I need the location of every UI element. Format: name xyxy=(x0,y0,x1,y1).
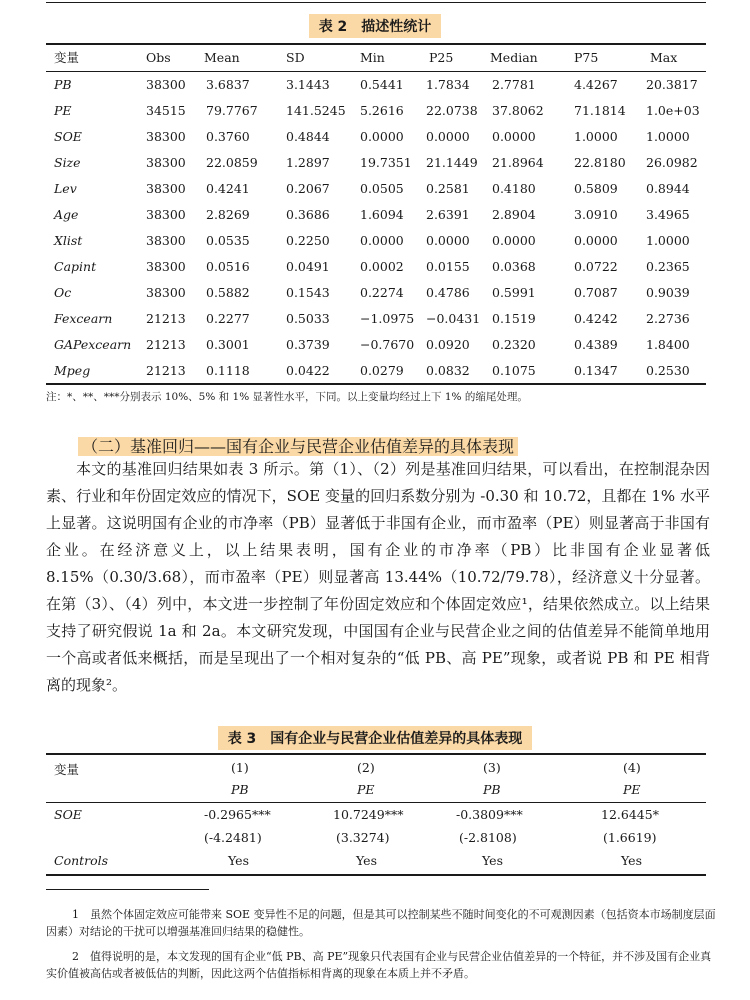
table-cell: 38300 xyxy=(146,233,186,248)
table-cell: 0.4844 xyxy=(286,129,330,144)
table-cell: 0.2277 xyxy=(206,311,250,326)
table-cell: 20.3817 xyxy=(646,77,698,92)
table-cell: 0.0002 xyxy=(360,259,404,274)
table-row xyxy=(46,98,706,124)
variable-name: GAPexcearn xyxy=(54,337,132,352)
table-cell: 0.2067 xyxy=(286,181,330,196)
table-cell: 38300 xyxy=(146,181,186,196)
table-cell: 5.2616 xyxy=(360,103,404,118)
table-cell: 0.2320 xyxy=(492,337,536,352)
table-cell: 37.8062 xyxy=(492,103,544,118)
table2-header-cell: Mean xyxy=(204,50,240,65)
table-row xyxy=(46,202,706,228)
table-row xyxy=(46,150,706,176)
table2-header-cell: P75 xyxy=(574,50,599,65)
table-cell: 0.5441 xyxy=(360,77,404,92)
variable-name: SOE xyxy=(54,129,82,144)
table2-header-row xyxy=(46,45,706,71)
table-cell: −0.0431 xyxy=(426,311,481,326)
table3-soe-label: SOE xyxy=(54,807,82,822)
table-cell: 2.6391 xyxy=(426,207,470,222)
variable-name: PE xyxy=(54,103,72,118)
table-cell: 0.0832 xyxy=(426,363,470,378)
table3-depvar: PE xyxy=(357,782,375,797)
table-cell: 38300 xyxy=(146,155,186,170)
table-cell: 0.0491 xyxy=(286,259,330,274)
table3-coef-row xyxy=(46,807,706,827)
table-cell: 38300 xyxy=(146,129,186,144)
table-cell: 0.1519 xyxy=(492,311,536,326)
table-row xyxy=(46,176,706,202)
table3-controls-row xyxy=(46,853,706,873)
table-cell: 0.7087 xyxy=(574,285,618,300)
table-row xyxy=(46,332,706,358)
table-cell: 0.0000 xyxy=(426,129,470,144)
table-cell: 0.4180 xyxy=(492,181,536,196)
table-row xyxy=(46,358,706,384)
table-cell: 1.8400 xyxy=(646,337,690,352)
table2-header-cell: P25 xyxy=(429,50,454,65)
table-cell: 0.1118 xyxy=(206,363,250,378)
top-rule xyxy=(46,2,706,3)
variable-name: Size xyxy=(54,155,81,170)
table-cell: 19.7351 xyxy=(360,155,412,170)
variable-name: Mpeg xyxy=(54,363,91,378)
table3-depvar-row xyxy=(46,782,706,802)
table-cell: 0.4389 xyxy=(574,337,618,352)
table-cell: 38300 xyxy=(146,285,186,300)
table-cell: 3.4965 xyxy=(646,207,690,222)
table-cell: 0.2530 xyxy=(646,363,690,378)
table2-header-cell: SD xyxy=(286,50,305,65)
table-cell: 22.0859 xyxy=(206,155,258,170)
table-cell: 0.3001 xyxy=(206,337,250,352)
table-cell: 1.0000 xyxy=(646,129,690,144)
table3-tstat-row xyxy=(46,830,706,850)
table3-tstat: (3.3274) xyxy=(336,830,390,845)
table-row xyxy=(46,72,706,98)
table-cell: 79.7767 xyxy=(206,103,258,118)
table3-controls-label: Controls xyxy=(54,853,109,868)
table-cell: 0.5991 xyxy=(492,285,536,300)
table-cell: 1.7834 xyxy=(426,77,470,92)
table-row xyxy=(46,306,706,332)
footnote-1: 1 虽然个体固定效应可能带来 SOE 变异性不足的问题，但是其可以控制某些不随时间变化的不可观测因素（包括资本市场制度层面因素）对结论的干扰可以增强基准回归结果的稳健性。 xyxy=(46,908,716,938)
table2-note: 注：*、**、***分别表示 10%、5% 和 1% 显著性水平，下同。以上变量均经过上下 1% 的缩尾处理。 xyxy=(46,391,528,403)
table3-controls-value: Yes xyxy=(482,853,503,868)
table-cell: 0.0722 xyxy=(574,259,618,274)
table-cell: 0.1347 xyxy=(574,363,618,378)
table3-coef: -0.2965*** xyxy=(204,807,271,822)
variable-name: Capint xyxy=(54,259,97,274)
table-cell: 3.1443 xyxy=(286,77,330,92)
table-cell: 22.0738 xyxy=(426,103,478,118)
table-row xyxy=(46,124,706,150)
table-cell: 3.6837 xyxy=(206,77,250,92)
table-cell: 22.8180 xyxy=(574,155,626,170)
table-cell: 0.0155 xyxy=(426,259,470,274)
table-cell: 3.0910 xyxy=(574,207,618,222)
table3-depvar: PE xyxy=(623,782,641,797)
table-cell: 38300 xyxy=(146,207,186,222)
table-cell: 38300 xyxy=(146,77,186,92)
table-cell: 0.0000 xyxy=(360,233,404,248)
table3-controls-value: Yes xyxy=(621,853,642,868)
table2-bottom-rule xyxy=(46,383,706,385)
table-cell: 2.2736 xyxy=(646,311,690,326)
table-cell: 0.1543 xyxy=(286,285,330,300)
table3-column-label: (3) xyxy=(483,760,501,775)
table-cell: 0.5882 xyxy=(206,285,250,300)
table-cell: 0.3760 xyxy=(206,129,250,144)
table3-depvar: PB xyxy=(231,782,249,797)
footnote-2: 2 值得说明的是，本文发现的国有企业“低 PB、高 PE”现象只代表国有企业与民营企业估值差异的一个特征，并不涉及国有企业真实价值被高估或者被低估的判断，因此这两个估值指标相背离的现象在本质上并不矛盾。 xyxy=(46,950,712,980)
table-cell: 21213 xyxy=(146,363,186,378)
table3-top-rule xyxy=(46,753,706,755)
table-cell: 0.4242 xyxy=(574,311,618,326)
section-heading: （二）基准回归——国有企业与民营企业估值差异的具体表现 xyxy=(78,434,518,457)
table2-header-cell: 变量 xyxy=(54,50,80,65)
table-cell: 0.0000 xyxy=(426,233,470,248)
table-cell: 0.9039 xyxy=(646,285,690,300)
table-cell: 1.0000 xyxy=(574,129,618,144)
table-cell: 21213 xyxy=(146,311,186,326)
table-row xyxy=(46,280,706,306)
table3-header-label: 变量 xyxy=(54,762,80,777)
table3-column-label: (2) xyxy=(357,760,375,775)
table3-bottom-rule xyxy=(46,874,706,876)
table3-coef: 10.7249*** xyxy=(333,807,404,822)
table3-column-label: (1) xyxy=(231,760,249,775)
table-cell: 2.8904 xyxy=(492,207,536,222)
table-cell: 34515 xyxy=(146,103,186,118)
table2-header-cell: Median xyxy=(490,50,538,65)
table-row xyxy=(46,254,706,280)
table-cell: 0.5033 xyxy=(286,311,330,326)
table-cell: 141.5245 xyxy=(286,103,346,118)
table3-tstat: (-2.8108) xyxy=(459,830,517,845)
table-cell: 0.2274 xyxy=(360,285,404,300)
table-cell: 0.3739 xyxy=(286,337,330,352)
table-cell: 21213 xyxy=(146,337,186,352)
table-cell: 0.0279 xyxy=(360,363,404,378)
table3-coef: -0.3809*** xyxy=(456,807,523,822)
table-cell: −0.7670 xyxy=(360,337,415,352)
table3-header-row xyxy=(46,760,706,780)
table-cell: 0.8944 xyxy=(646,181,690,196)
table-cell: 1.6094 xyxy=(360,207,404,222)
table-cell: 2.7781 xyxy=(492,77,536,92)
table-cell: 0.0000 xyxy=(574,233,618,248)
table3-column-label: (4) xyxy=(623,760,641,775)
variable-name: Oc xyxy=(54,285,72,300)
table3-tstat: (1.6619) xyxy=(603,830,657,845)
table-cell: 26.0982 xyxy=(646,155,698,170)
table3-tstat: (-4.2481) xyxy=(204,830,262,845)
table-cell: 38300 xyxy=(146,259,186,274)
table-cell: 0.2581 xyxy=(426,181,470,196)
table-cell: 4.4267 xyxy=(574,77,618,92)
table-cell: 71.1814 xyxy=(574,103,626,118)
table3-header-rule xyxy=(46,802,706,803)
table-cell: 21.1449 xyxy=(426,155,478,170)
table2-header-cell: Obs xyxy=(146,50,171,65)
table2-header-cell: Max xyxy=(650,50,678,65)
table-cell: −1.0975 xyxy=(360,311,415,326)
table-cell: 0.0368 xyxy=(492,259,536,274)
table-cell: 0.5809 xyxy=(574,181,618,196)
footnote-separator xyxy=(46,889,209,890)
table-cell: 1.0e+03 xyxy=(646,103,700,118)
table-cell: 0.2250 xyxy=(286,233,330,248)
table-cell: 1.2897 xyxy=(286,155,330,170)
variable-name: Lev xyxy=(54,181,77,196)
table-cell: 1.0000 xyxy=(646,233,690,248)
body-paragraph: 本文的基准回归结果如表 3 所示。第（1）、（2）列是基准回归结果，可以看出，在控制混杂因素、行业和年份固定效应的情况下，SOE 变量的回归系数分别为 -0.30 和 10.72，且都在 1% 水平上显著。这说明国有企业的市净率（PB）显著低于非国有企业，而市盈率（PE）则显著高于非国有企业。在经济意义上，以上结果表明，国有企业的市净率（PB）比非国有企业显著低 8.15%（0.30/3.68），而市盈率（PE）则显著高 13.44%（10.72/79.78），经济意义十分显著。在第（3）、（4）列中，本文进一步控制了年份固定效应和个体固定效应¹，结果依然成立。以上结果支持了研究假说 1a 和 2a。本文研究发现，中国国有企业与民营企业之间的估值差异不能简单地用一个高或者低来概括，而是呈现出了一个相对复杂的“低 PB、高 PE”现象，或者说 PB 和 PE 相背离的现象²。 xyxy=(46,460,710,694)
table-cell: 0.0505 xyxy=(360,181,404,196)
table-cell: 0.0516 xyxy=(206,259,250,274)
table2-header-cell: Min xyxy=(360,50,385,65)
table-cell: 0.0920 xyxy=(426,337,470,352)
table-cell: 0.3686 xyxy=(286,207,330,222)
table-cell: 0.4241 xyxy=(206,181,250,196)
table2-caption: 表 2 描述性统计 xyxy=(0,14,750,38)
table3-coef: 12.6445* xyxy=(601,807,659,822)
variable-name: Xlist xyxy=(54,233,83,248)
table-cell: 0.0422 xyxy=(286,363,330,378)
variable-name: PB xyxy=(54,77,72,92)
table-cell: 0.0000 xyxy=(492,233,536,248)
table-cell: 0.0000 xyxy=(360,129,404,144)
table-row xyxy=(46,228,706,254)
variable-name: Fexcearn xyxy=(54,311,113,326)
table3-caption: 表 3 国有企业与民营企业估值差异的具体表现 xyxy=(0,726,750,750)
table-cell: 0.2365 xyxy=(646,259,690,274)
table-cell: 0.0535 xyxy=(206,233,250,248)
table-cell: 0.1075 xyxy=(492,363,536,378)
table-cell: 2.8269 xyxy=(206,207,250,222)
table-cell: 0.4786 xyxy=(426,285,470,300)
table-cell: 21.8964 xyxy=(492,155,544,170)
table3-controls-value: Yes xyxy=(356,853,377,868)
variable-name: Age xyxy=(54,207,79,222)
table-cell: 0.0000 xyxy=(492,129,536,144)
table3-depvar: PB xyxy=(483,782,501,797)
table3-controls-value: Yes xyxy=(228,853,249,868)
